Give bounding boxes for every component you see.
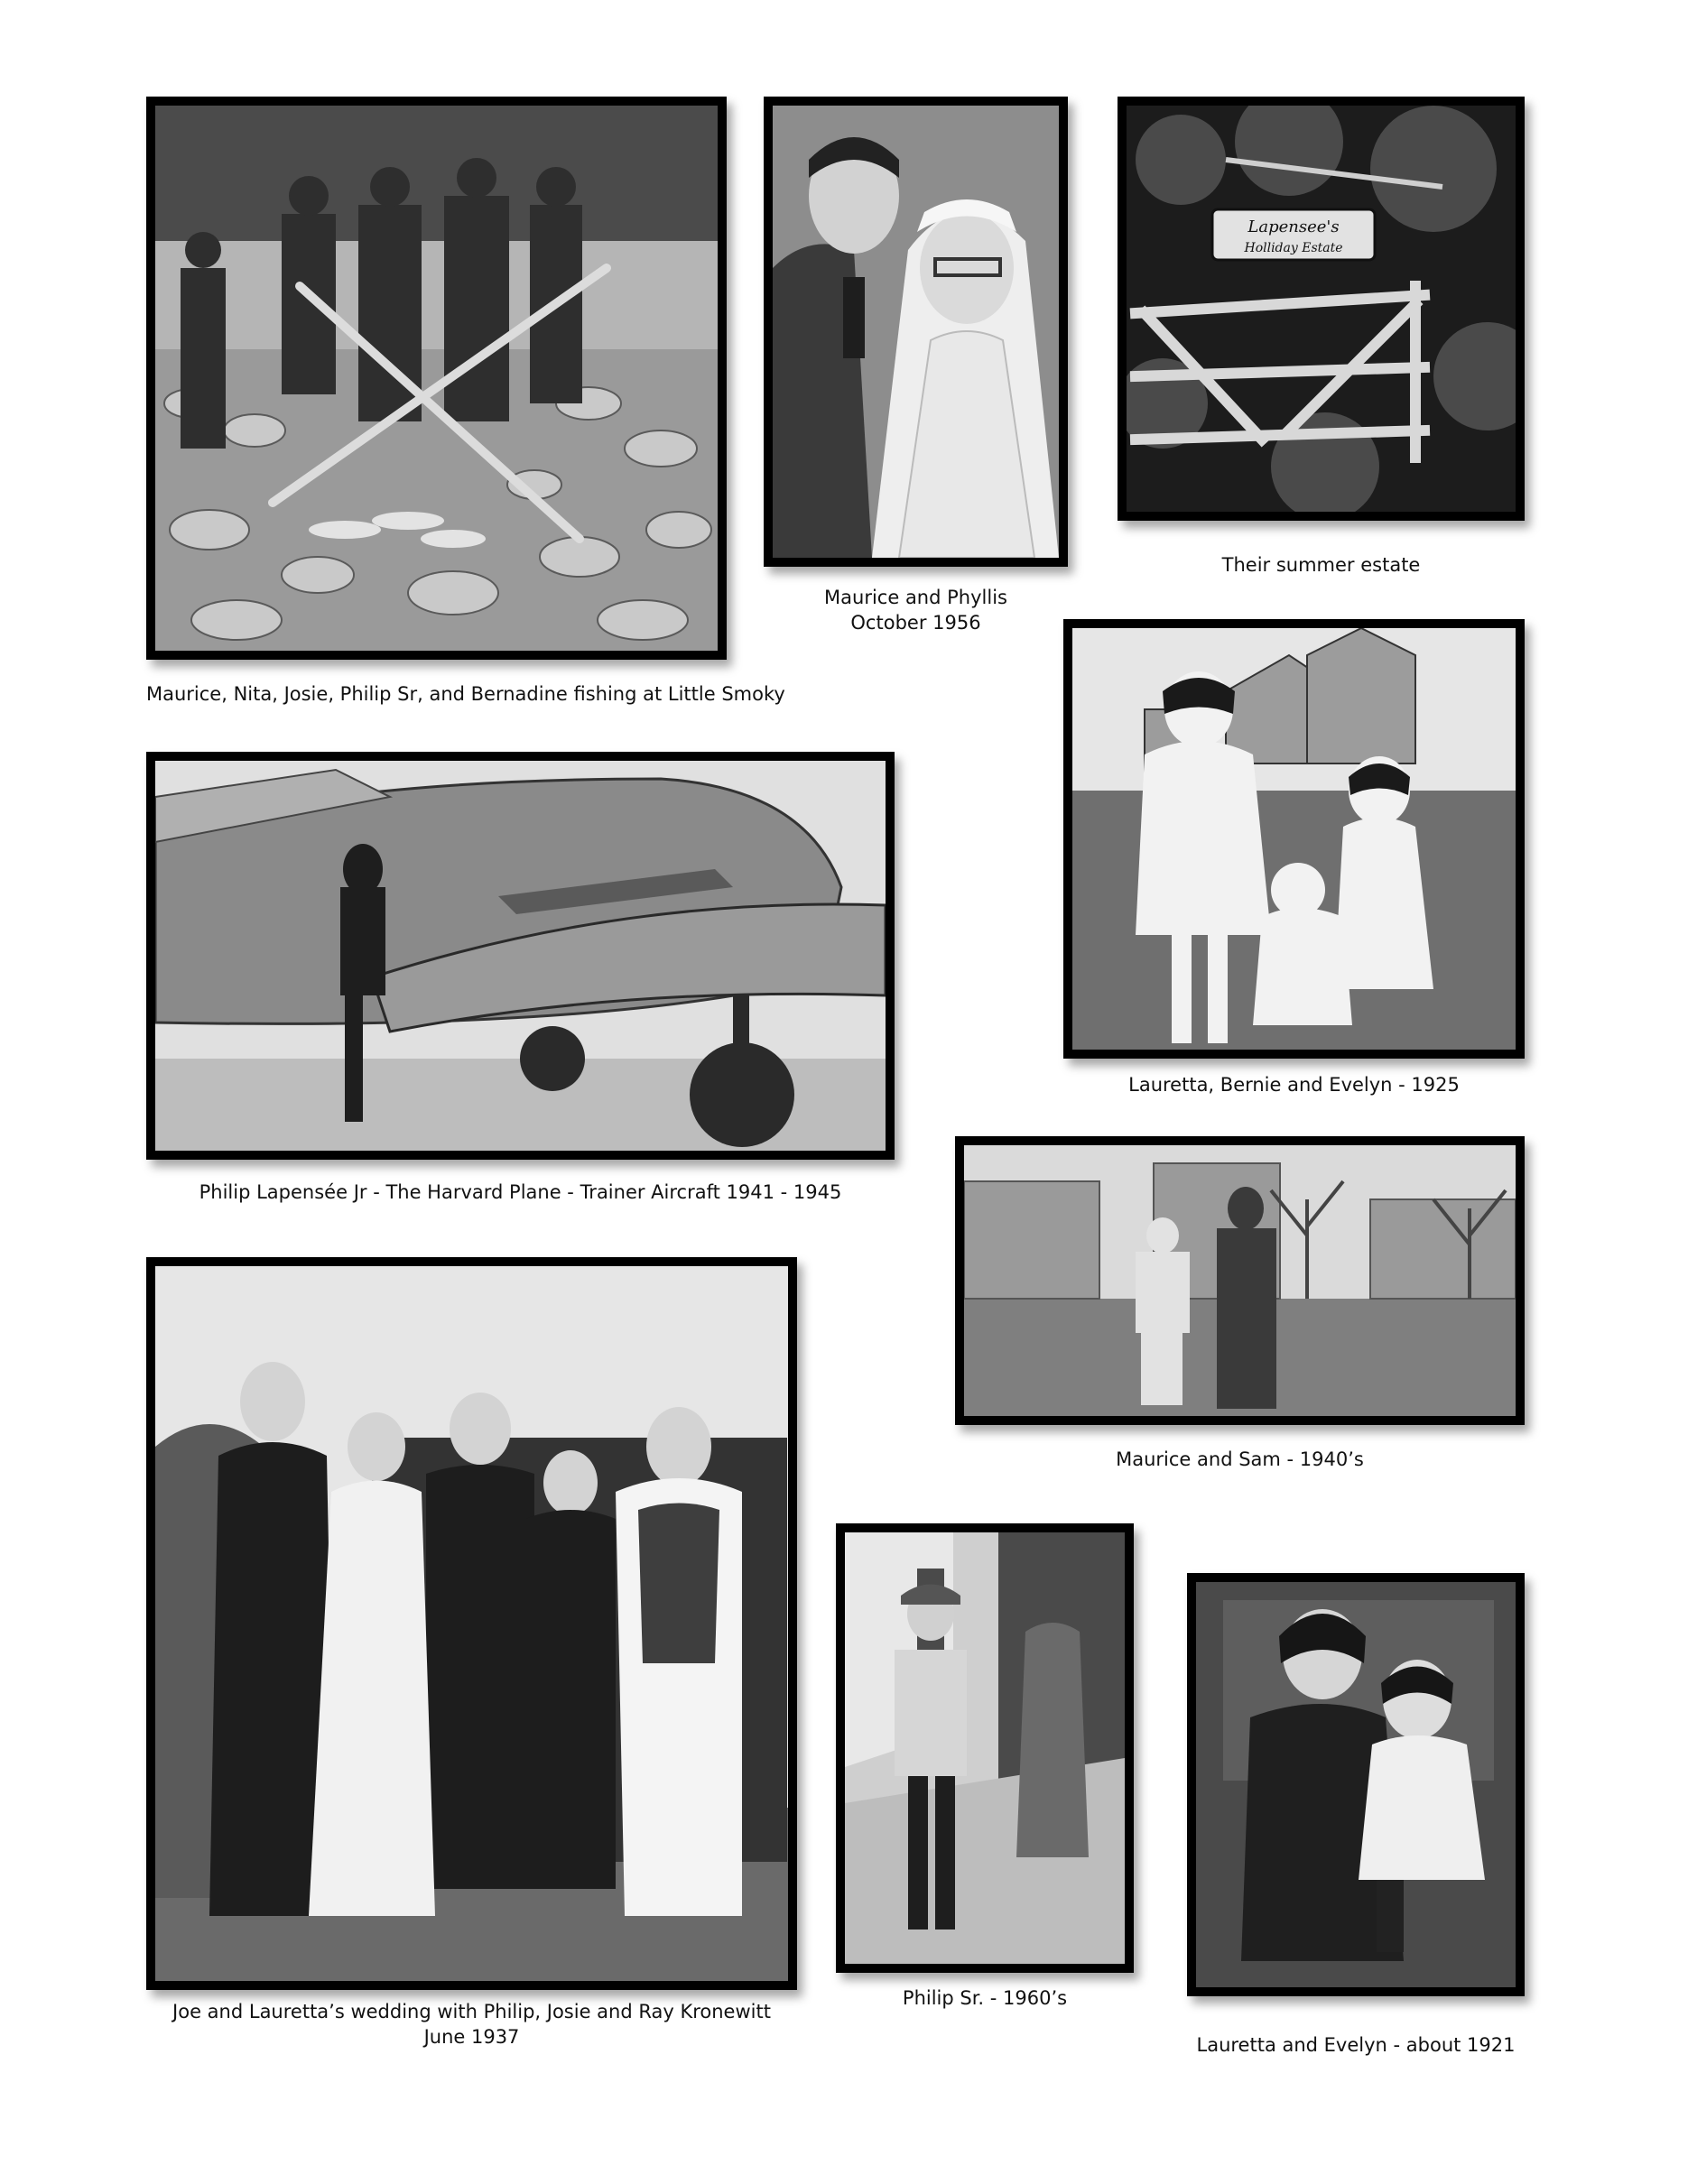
caption-children-1925	[1063, 1072, 1525, 1097]
caption-wedding-1956-line-1: Maurice and Phyllis	[824, 587, 1007, 608]
photo-harvard-plane-image	[155, 761, 886, 1151]
photo-fishing-image	[155, 106, 718, 651]
photo-harvard-plane	[146, 752, 895, 1160]
photo-wedding-1956-image	[773, 106, 1059, 558]
estate-sign-line-1: Lapensee's	[1247, 217, 1340, 236]
photo-wedding-1937	[146, 1257, 797, 1990]
caption-fishing	[146, 681, 785, 707]
caption-philip-sr-line-1: Philip Sr. - 1960’s	[902, 1987, 1068, 2009]
caption-lauretta-evelyn	[1187, 2032, 1525, 2058]
photo-wedding-1956	[764, 97, 1068, 567]
photo-fishing	[146, 97, 727, 660]
photo-maurice-sam	[955, 1136, 1525, 1425]
caption-lauretta-evelyn-line-1: Lauretta and Evelyn - about 1921	[1196, 2034, 1516, 2056]
caption-wedding-1937	[146, 1999, 797, 2050]
caption-wedding-1956	[764, 585, 1068, 635]
photo-children-1925	[1063, 619, 1525, 1059]
photo-maurice-sam-image	[964, 1145, 1516, 1416]
caption-philip-sr	[836, 1985, 1134, 2011]
photo-philip-sr-image	[845, 1532, 1125, 1964]
caption-maurice-sam	[955, 1447, 1525, 1472]
caption-summer-estate	[1118, 552, 1525, 578]
photo-wedding-1937-image	[155, 1266, 788, 1981]
caption-wedding-1937-line-2: June 1937	[423, 2026, 520, 2048]
photo-summer-estate	[1118, 97, 1525, 521]
caption-harvard-plane-line-1: Philip Lapensée Jr - The Harvard Plane - Trainer Aircraft 1941 - 1945	[199, 1181, 842, 1203]
photo-lauretta-evelyn-image	[1196, 1582, 1516, 1987]
photo-lauretta-evelyn	[1187, 1573, 1525, 1996]
estate-sign	[1212, 209, 1375, 260]
caption-summer-estate-line-1: Their summer estate	[1221, 554, 1421, 576]
photo-children-1925-image	[1072, 628, 1516, 1050]
caption-wedding-1937-line-1: Joe and Lauretta’s wedding with Philip, Josie and Ray Kronewitt	[172, 2001, 771, 2022]
caption-maurice-sam-line-1: Maurice and Sam - 1940’s	[1116, 1448, 1364, 1470]
photo-summer-estate-image	[1127, 106, 1516, 512]
caption-wedding-1956-line-2: October 1956	[850, 612, 981, 634]
caption-harvard-plane	[146, 1180, 895, 1205]
caption-children-1925-line-1: Lauretta, Bernie and Evelyn - 1925	[1128, 1074, 1460, 1096]
photo-philip-sr	[836, 1523, 1134, 1973]
caption-fishing-line-1: Maurice, Nita, Josie, Philip Sr, and Bernadine fishing at Little Smoky	[146, 683, 785, 705]
estate-sign-line-2: Holliday Estate	[1244, 241, 1343, 255]
